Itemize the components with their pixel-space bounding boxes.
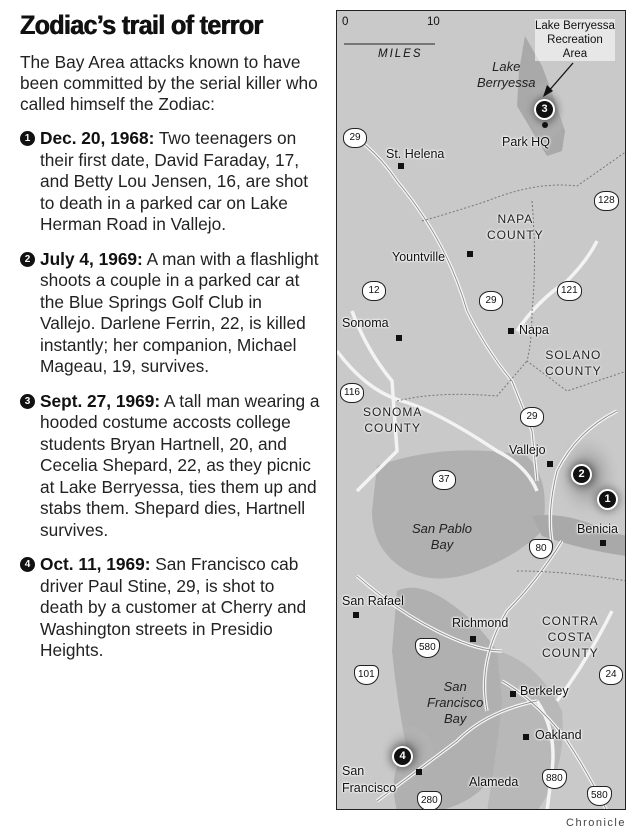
city-napa: Napa: [519, 323, 549, 337]
marker-1-icon: 1: [20, 131, 35, 146]
event-text: A man with a flashlight shoots a couple in a parked car at the Blue Springs Golf Club in Vallejo. Darlene Ferrin, 22, is killed instantly; her companion, Michael Mageau, 19, survives.: [40, 248, 319, 376]
city-richmond: Richmond: [452, 616, 509, 630]
article-column: [20, 8, 320, 662]
city-marker: [600, 540, 606, 546]
label-line: COSTA: [547, 630, 594, 644]
label-line: Lake Berryessa: [535, 20, 615, 32]
lake-berryessa-recreation-area-label: [535, 19, 615, 61]
city-alameda: Alameda: [469, 775, 519, 789]
credit-label: Chronicle: [566, 817, 626, 829]
event-date: Dec. 20, 1968:: [40, 128, 155, 148]
san-pablo-bay-label: [412, 521, 472, 553]
highway-29-shield: 29: [479, 291, 503, 311]
highway-29-shield: 29: [520, 407, 544, 427]
scale-end: 10: [427, 16, 440, 28]
city-sonoma: Sonoma: [342, 316, 389, 330]
city-berkeley: Berkeley: [520, 684, 569, 698]
label-line: SOLANO: [545, 348, 602, 362]
city-marker: [508, 328, 514, 334]
label-line: Bay: [430, 537, 454, 552]
city-marker: [416, 769, 422, 775]
event-item-1: [20, 128, 320, 236]
highway-37-shield: 37: [432, 470, 456, 490]
city-marker: [523, 734, 529, 740]
label-line: Francisco: [427, 695, 484, 710]
sf-bay-label: [427, 679, 483, 727]
lake-berryessa-label: [477, 59, 536, 91]
city-st-helena: St. Helena: [386, 147, 445, 161]
highway-24-shield: 24: [599, 665, 623, 685]
city-marker: [353, 612, 359, 618]
interstate-280-shield: 280: [417, 791, 442, 810]
bay-area-map: [336, 10, 626, 810]
marker-2-icon: 2: [20, 252, 35, 267]
marker-4-icon: 4: [20, 557, 35, 572]
label-line: COUNTY: [545, 364, 602, 378]
city-oakland: Oakland: [535, 728, 582, 742]
attack-marker-1: 1: [599, 491, 616, 508]
event-item-4: [20, 554, 320, 662]
city-marker: [467, 251, 473, 257]
highway-29-shield: 29: [343, 128, 367, 148]
napa-county-label: [487, 211, 544, 243]
city-marker: [547, 461, 553, 467]
interstate-80-shield: 80: [529, 539, 553, 559]
city-benicia: Benicia: [577, 522, 618, 536]
solano-county-label: [545, 347, 602, 379]
contra-costa-county-label: [542, 613, 599, 661]
city-san-rafael: San Rafael: [342, 594, 404, 608]
scale-unit: MILES: [378, 48, 423, 60]
intro-text: The Bay Area attacks known to have been committed by the serial killer who called himself the Zodiac:: [20, 52, 318, 114]
label-line: Area: [562, 48, 588, 60]
headline: Zodiac’s trail of terror: [20, 10, 263, 40]
city-park-hq: Park HQ: [502, 135, 550, 149]
label-line: COUNTY: [542, 646, 599, 660]
event-item-2: [20, 249, 320, 378]
event-text: Two teenagers on their first date, David Faraday, 17, and Betty Lou Jensen, 16, are shot to death in a parked car on Lake Herman Road in Vallejo.: [40, 128, 309, 234]
event-date: July 4, 1969:: [40, 248, 143, 269]
us-101-shield: 101: [354, 665, 379, 685]
city-marker: [470, 636, 476, 642]
arrow-icon: [537, 61, 577, 101]
event-date: Sept. 27, 1969:: [40, 390, 161, 411]
park-hq-dot: [542, 122, 548, 128]
highway-116-shield: 116: [340, 383, 364, 403]
label-line: Francisco: [342, 781, 397, 795]
event-text: A tall man wearing a hooded costume accosts college students Bryan Hartnell, 20, and Cecelia Shepard, 22, as they picnic at Lake Berryessa, ties them up and stabs them. Shepard dies, Hartnell survives.: [40, 390, 320, 540]
label-line: San: [342, 764, 365, 778]
highway-121-shield: 121: [557, 281, 582, 301]
highway-128-shield: 128: [594, 191, 619, 211]
label-line: San: [443, 679, 467, 694]
event-item-3: [20, 391, 320, 542]
interstate-580-shield: 580: [415, 638, 440, 658]
label-line: Lake: [492, 59, 521, 74]
label-line: COUNTY: [487, 228, 544, 242]
label-line: COUNTY: [364, 421, 421, 435]
attack-marker-3: 3: [536, 101, 553, 118]
event-text: San Francisco cab driver Paul Stine, 29, is shot to death by a customer at Cherry and Washington streets in Presidio Heights.: [40, 554, 307, 660]
interstate-880-shield: 880: [542, 769, 567, 789]
city-marker: [510, 691, 516, 697]
label-line: San Pablo: [412, 521, 472, 536]
attack-marker-2: 2: [573, 466, 590, 483]
city-san-francisco: [342, 763, 396, 797]
city-marker: [398, 163, 404, 169]
label-line: SONOMA: [363, 405, 423, 419]
event-date: Oct. 11, 1969:: [40, 554, 151, 574]
scale-start: 0: [342, 16, 349, 28]
city-yountville: Yountville: [392, 250, 446, 264]
label-line: Berryessa: [477, 75, 536, 90]
label-line: CONTRA: [542, 614, 599, 628]
label-line: Recreation: [547, 34, 603, 46]
interstate-580-shield: 580: [587, 786, 612, 806]
marker-3-icon: 3: [20, 394, 35, 409]
highway-12-shield: 12: [362, 281, 386, 301]
label-line: NAPA: [497, 212, 534, 226]
attack-marker-4: 4: [394, 748, 411, 765]
city-vallejo: Vallejo: [509, 443, 546, 457]
sonoma-county-label: [363, 404, 422, 436]
label-line: Bay: [443, 711, 467, 726]
city-marker: [396, 335, 402, 341]
